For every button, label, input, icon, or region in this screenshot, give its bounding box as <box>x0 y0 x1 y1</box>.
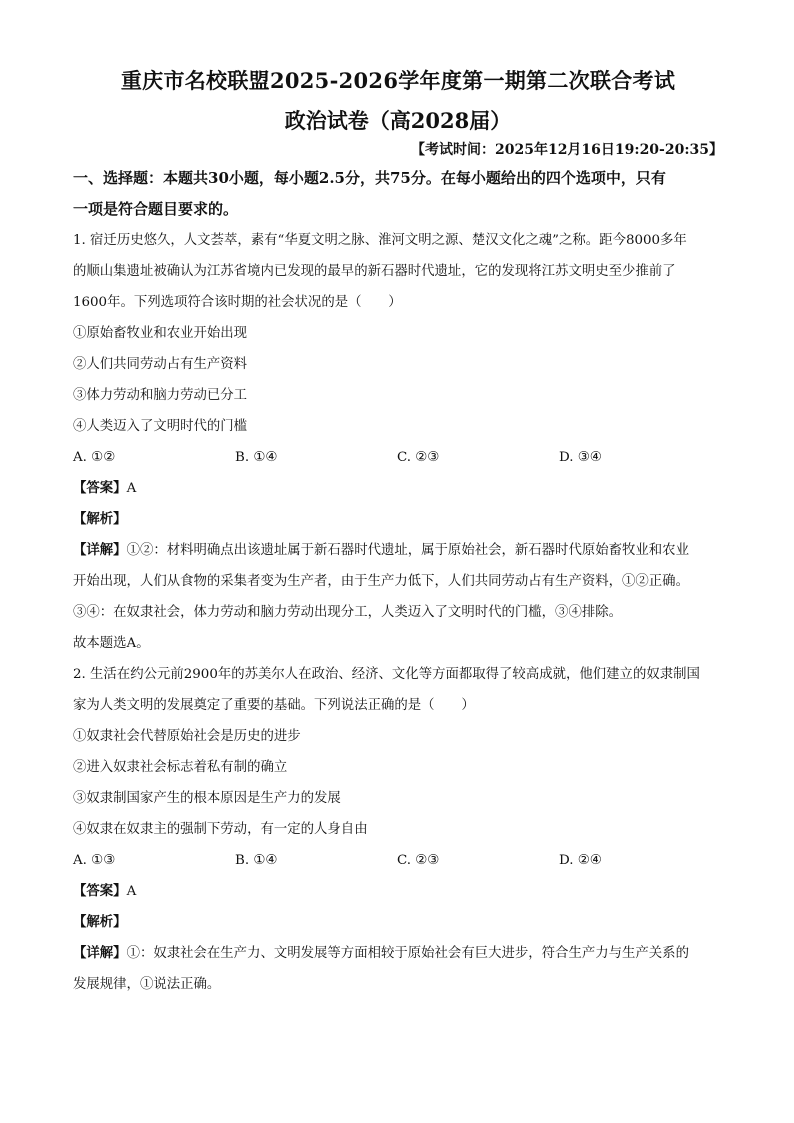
statement-item: ③奴隶制国家产生的根本原因是生产力的发展 <box>73 791 341 806</box>
option-a: A. ①② <box>73 450 116 465</box>
answer-value: A <box>126 884 137 899</box>
question-stem-line: 家为人类文明的发展奠定了重要的基础。下列说法正确的是（ ） <box>73 698 475 713</box>
statement-item: ④奴隶在奴隶主的强制下劳动，有一定的人身自由 <box>73 822 368 837</box>
question-stem-line: 1600年。下列选项符合该时期的社会状况的是（ ） <box>73 295 402 310</box>
question-stem-line: 1. 宿迁历史悠久，人文荟萃，素有“华夏文明之脉、淮河文明之源、楚汉文化之魂”之称。距今8000多年 <box>73 233 687 248</box>
exam-time: 【考试时间：2025年12月16日19:20-20:35】 <box>410 142 723 158</box>
statement-item: ①奴隶社会代替原始社会是历史的进步 <box>73 729 301 744</box>
option-d: D. ②④ <box>559 853 602 868</box>
detail-tag: 【详解】 <box>73 945 127 961</box>
option-c: C. ②③ <box>397 450 440 465</box>
answer-value: A <box>126 481 137 496</box>
detail-line: 发展规律，①说法正确。 <box>73 977 221 992</box>
option-c: C. ②③ <box>397 853 440 868</box>
detail-line: 开始出现，人们从食物的采集者变为生产者，由于生产力低下，人们共同劳动占有生产资料，①②正确。 <box>73 574 689 589</box>
detail-line <box>73 535 723 566</box>
document-page <box>73 64 723 1000</box>
option-a: A. ①③ <box>73 853 116 868</box>
answer-tag: 【答案】 <box>73 480 127 496</box>
document-subtitle: 政治试卷（高2028届） <box>284 108 512 133</box>
question-2 <box>73 659 723 1000</box>
detail-text: ①②：材料明确点出该遗址属于新石器时代遗址，属于原始社会，新石器时代原始畜牧业和农业 <box>126 543 689 558</box>
question-1 <box>73 225 723 659</box>
detail-line <box>73 938 723 969</box>
option-d: D. ③④ <box>559 450 602 465</box>
answer-line <box>73 473 723 504</box>
section-heading-line: 一项是符合题目要求的。 <box>73 200 239 218</box>
detail-tag: 【详解】 <box>73 542 127 558</box>
statement-item: ②进入奴隶社会标志着私有制的确立 <box>73 760 288 775</box>
conclusion-line: 故本题选A。 <box>73 636 150 651</box>
statement-item: ②人们共同劳动占有生产资料 <box>73 357 248 372</box>
section-heading <box>73 163 723 225</box>
document-title: 重庆市名校联盟2025-2026学年度第一期第二次联合考试 <box>120 68 676 93</box>
statement-item: ④人类迈入了文明时代的门槛 <box>73 419 248 434</box>
answer-options <box>73 442 723 473</box>
question-stem-line: 的顺山集遗址被确认为江苏省境内已发现的最早的新石器时代遗址，它的发现将江苏文明史至少推前了 <box>73 264 676 279</box>
statement-item: ①原始畜牧业和农业开始出现 <box>73 326 248 341</box>
analysis-tag: 【解析】 <box>73 511 127 527</box>
option-b: B. ①④ <box>235 853 278 868</box>
detail-text: ①：奴隶社会在生产力、文明发展等方面相较于原始社会有巨大进步，符合生产力与生产关系的 <box>126 946 689 961</box>
analysis-tag: 【解析】 <box>73 914 127 930</box>
answer-line <box>73 876 723 907</box>
section-heading-line: 一、选择题：本题共30小题，每小题2.5分，共75分。在每小题给出的四个选项中，只有 <box>73 169 666 187</box>
question-stem-line: 2. 生活在约公元前2900年的苏美尔人在政治、经济、文化等方面都取得了较高成就，他们建立的奴隶制国 <box>73 667 700 682</box>
detail-line: ③④：在奴隶社会，体力劳动和脑力劳动出现分工，人类迈入了文明时代的门槛，③④排除。 <box>73 605 623 620</box>
option-b: B. ①④ <box>235 450 278 465</box>
answer-options <box>73 845 723 876</box>
answer-tag: 【答案】 <box>73 883 127 899</box>
statement-item: ③体力劳动和脑力劳动已分工 <box>73 388 248 403</box>
